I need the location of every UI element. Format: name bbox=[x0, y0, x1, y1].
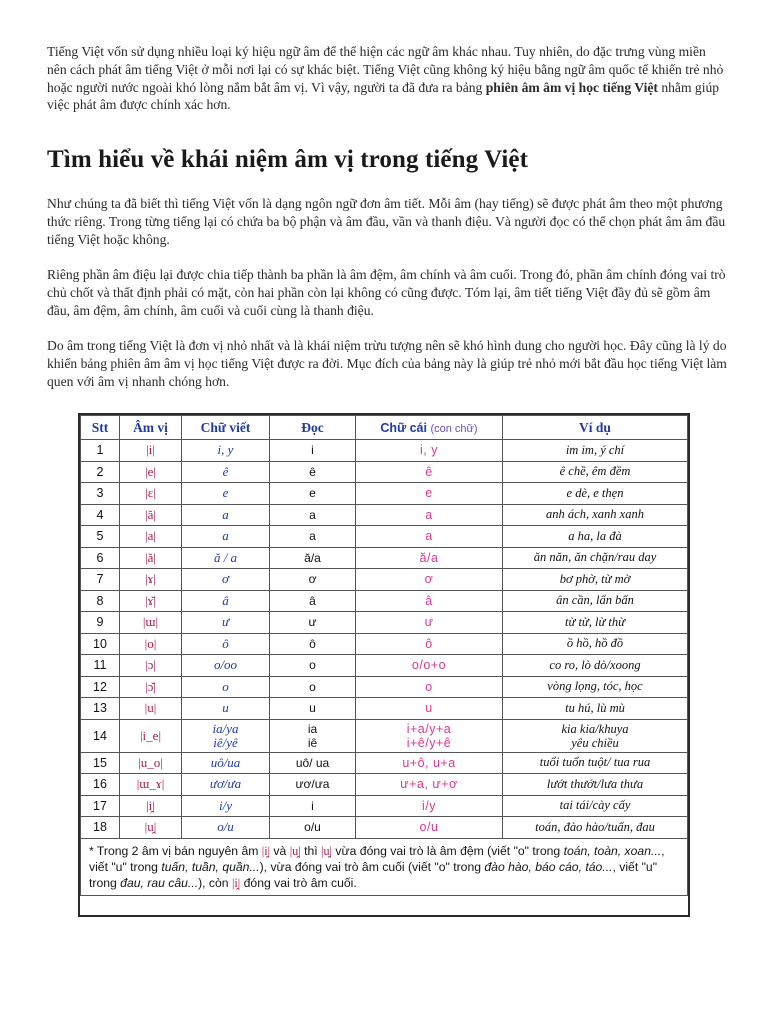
header-chu-cai-label: Chữ cái bbox=[380, 420, 427, 435]
cell-doc bbox=[270, 547, 356, 569]
cell-doc-text: o bbox=[309, 679, 316, 694]
cell-stt-text: 3 bbox=[96, 486, 104, 501]
cell-chu-viet-text: â bbox=[222, 592, 229, 608]
cell-chu-viet bbox=[182, 440, 270, 462]
cell-vi-du bbox=[503, 504, 688, 526]
cell-am-vi-text: |ɔ| bbox=[145, 657, 156, 673]
cell-chu-cai-text: i+a/y+a bbox=[406, 721, 452, 736]
cell-chu-viet-text: i/y bbox=[219, 797, 232, 813]
cell-stt-text: 10 bbox=[93, 636, 107, 651]
cell-stt-text: 13 bbox=[93, 701, 107, 716]
table-body bbox=[81, 440, 688, 839]
note-phoneme: |u̯| bbox=[321, 843, 332, 858]
cell-vi-du-text: từ từ, lừ thừ bbox=[565, 614, 625, 629]
cell-chu-viet-text: u bbox=[222, 700, 229, 716]
phoneme-table-figure bbox=[78, 413, 690, 917]
cell-chu-viet bbox=[182, 569, 270, 591]
cell-am-vi-text: |ɯ_ɤ| bbox=[136, 776, 165, 792]
table-row bbox=[81, 590, 688, 612]
cell-chu-cai bbox=[356, 526, 503, 548]
table-note-row bbox=[81, 838, 688, 896]
cell-doc-text: ă/a bbox=[304, 550, 321, 565]
cell-chu-viet-text: uô/ua bbox=[210, 754, 241, 770]
table-row bbox=[81, 633, 688, 655]
cell-chu-cai bbox=[356, 698, 503, 720]
cell-doc-text: o/u bbox=[304, 820, 321, 835]
note-example: đào hào, báo cáo, táo... bbox=[484, 859, 613, 874]
cell-stt-text: 15 bbox=[93, 755, 107, 770]
cell-vi-du-text: tu hú, lù mù bbox=[565, 700, 625, 715]
cell-stt bbox=[81, 752, 120, 774]
cell-doc-text: a bbox=[309, 507, 316, 522]
cell-doc-text: ê bbox=[309, 464, 316, 479]
cell-chu-viet-text: ư bbox=[221, 614, 230, 630]
cell-stt-text: 5 bbox=[96, 529, 104, 544]
table-row bbox=[81, 774, 688, 796]
phoneme-table bbox=[80, 415, 688, 896]
note-text: và bbox=[270, 843, 290, 858]
cell-stt bbox=[81, 547, 120, 569]
cell-chu-viet bbox=[182, 676, 270, 698]
cell-doc-text: e bbox=[309, 486, 316, 501]
cell-vi-du bbox=[503, 795, 688, 817]
cell-doc-text: i bbox=[311, 443, 314, 458]
cell-stt bbox=[81, 569, 120, 591]
intro-text-before: Tiếng Việt vốn sử dụng nhiều loại ký hiệu ngữ âm để thể hiện các ngữ âm khác nhau. Tuy nhiên, do đặc trưng vùng miền nên cách phát âm tiếng Việt ở mỗi nơi lại có sự khác biệt. Tiếng Việt cũng không ký hiệu bằng ngữ âm quốc tế khiến trẻ nhỏ hoặc người nước ngoài khó lòng nắm bắt âm vị. Vì vậy, người ta đã đưa ra bảng bbox=[47, 44, 724, 95]
cell-chu-cai bbox=[356, 590, 503, 612]
cell-vi-du bbox=[503, 461, 688, 483]
cell-vi-du-text: bơ phờ, từ mờ bbox=[559, 571, 631, 586]
cell-doc-text: ia bbox=[307, 721, 318, 736]
intro-bold-term: phiên âm âm vị học tiếng Việt bbox=[485, 79, 658, 95]
cell-am-vi bbox=[120, 817, 182, 839]
header-doc: Đọc bbox=[270, 416, 356, 440]
table-row bbox=[81, 612, 688, 634]
cell-chu-cai bbox=[356, 719, 503, 752]
cell-doc bbox=[270, 817, 356, 839]
cell-vi-du bbox=[503, 676, 688, 698]
table-row bbox=[81, 698, 688, 720]
cell-doc-text: u bbox=[309, 701, 316, 716]
cell-am-vi-text: |e| bbox=[145, 463, 156, 479]
cell-chu-cai-text: ă/a bbox=[419, 550, 439, 565]
cell-am-vi-text: |ɤ| bbox=[145, 571, 156, 587]
cell-am-vi bbox=[120, 461, 182, 483]
cell-stt-text: 18 bbox=[93, 820, 107, 835]
cell-vi-du-text: tai tái/cày cấy bbox=[559, 798, 631, 813]
cell-stt bbox=[81, 698, 120, 720]
cell-chu-cai-text: o/o+o bbox=[411, 658, 447, 673]
cell-chu-viet-text: ia/ya bbox=[212, 720, 239, 736]
cell-chu-viet bbox=[182, 719, 270, 752]
cell-chu-viet bbox=[182, 526, 270, 548]
header-vi-du: Ví dụ bbox=[503, 416, 688, 440]
cell-vi-du-text: ồ hồ, hồ đồ bbox=[566, 636, 624, 651]
cell-chu-cai bbox=[356, 612, 503, 634]
cell-stt bbox=[81, 817, 120, 839]
cell-am-vi-text: |ɔ̆| bbox=[145, 678, 156, 694]
cell-chu-viet bbox=[182, 752, 270, 774]
cell-chu-viet-text: ê bbox=[222, 463, 229, 479]
cell-chu-cai-text: i/y bbox=[422, 798, 436, 813]
cell-vi-du bbox=[503, 569, 688, 591]
cell-doc bbox=[270, 440, 356, 462]
cell-chu-cai bbox=[356, 483, 503, 505]
table-row bbox=[81, 547, 688, 569]
cell-vi-du-text: e dè, e thẹn bbox=[566, 485, 624, 500]
cell-doc bbox=[270, 612, 356, 634]
cell-am-vi-text: |i| bbox=[146, 442, 155, 458]
cell-am-vi-text: |u̯| bbox=[144, 819, 157, 835]
cell-chu-cai-text: a bbox=[425, 507, 433, 522]
cell-doc-text: i bbox=[311, 798, 314, 813]
cell-am-vi-text: |a| bbox=[145, 528, 156, 544]
cell-vi-du-text: tuổi tuổn tuột/ tua rua bbox=[539, 755, 651, 770]
cell-vi-du-text-2: yêu chiều bbox=[571, 735, 619, 750]
note-example: toán, toàn, xoan... bbox=[563, 843, 662, 858]
table-note-cell bbox=[81, 838, 688, 896]
table-row bbox=[81, 461, 688, 483]
cell-doc-text-2: iê bbox=[307, 735, 318, 750]
table-header-row bbox=[81, 416, 688, 440]
cell-chu-viet bbox=[182, 817, 270, 839]
cell-vi-du-text: kia kia/khuya bbox=[561, 721, 629, 736]
cell-chu-cai-text: u bbox=[425, 701, 433, 716]
cell-stt-text: 8 bbox=[96, 593, 104, 608]
cell-am-vi-text: |ă| bbox=[145, 506, 156, 522]
cell-vi-du-text: ê chề, êm đềm bbox=[559, 464, 631, 479]
cell-doc-text: ư bbox=[308, 615, 317, 630]
cell-doc-text: ô bbox=[309, 636, 316, 651]
cell-stt bbox=[81, 795, 120, 817]
cell-chu-viet bbox=[182, 698, 270, 720]
cell-chu-cai bbox=[356, 569, 503, 591]
cell-am-vi bbox=[120, 612, 182, 634]
cell-vi-du bbox=[503, 698, 688, 720]
cell-chu-cai-text: ê bbox=[425, 464, 433, 479]
cell-stt bbox=[81, 504, 120, 526]
cell-am-vi-text: |i̯| bbox=[146, 797, 155, 813]
paragraph-syllable: Như chúng ta đã biết thì tiếng Việt vốn là dạng ngôn ngữ đơn âm tiết. Mỗi âm (hay tiếng) sẽ được phát âm theo một phương thức riêng. Trong từng tiếng lại có chứa ba bộ phận và âm đầu, vần và thanh điệu. Và người đọc có thể chọn phát âm âm đầu tiếng Việt hoặc không. bbox=[47, 196, 726, 247]
header-am-vi: Âm vị bbox=[120, 416, 182, 440]
cell-stt bbox=[81, 590, 120, 612]
cell-chu-cai bbox=[356, 817, 503, 839]
intro-text-after: nhằm giúp việc phát âm được chính xác hơn. bbox=[47, 79, 720, 113]
cell-stt-text: 16 bbox=[93, 777, 107, 792]
cell-am-vi-text: |u_o| bbox=[138, 754, 163, 770]
note-text: đóng vai trò âm cuối. bbox=[240, 875, 357, 890]
cell-am-vi bbox=[120, 774, 182, 796]
note-text: thì bbox=[300, 843, 322, 858]
cell-vi-du bbox=[503, 752, 688, 774]
cell-am-vi bbox=[120, 719, 182, 752]
table-row bbox=[81, 483, 688, 505]
note-example: tuấn, tuần, quần... bbox=[161, 859, 260, 874]
cell-chu-cai-text: u+ô, u+a bbox=[402, 755, 456, 770]
cell-doc bbox=[270, 752, 356, 774]
header-stt: Stt bbox=[81, 416, 120, 440]
cell-stt bbox=[81, 719, 120, 752]
cell-am-vi-text: |i_e| bbox=[139, 727, 162, 743]
cell-vi-du-text: anh ách, xanh xanh bbox=[546, 507, 644, 522]
note-phoneme: |i̯| bbox=[261, 843, 271, 858]
cell-chu-viet bbox=[182, 483, 270, 505]
cell-doc bbox=[270, 526, 356, 548]
cell-stt-text: 2 bbox=[96, 464, 104, 479]
cell-chu-viet-text: ô bbox=[222, 635, 229, 651]
cell-stt bbox=[81, 633, 120, 655]
cell-chu-cai bbox=[356, 655, 503, 677]
note-phoneme: |i̯| bbox=[231, 875, 241, 890]
cell-vi-du bbox=[503, 633, 688, 655]
cell-vi-du-text: a ha, la đà bbox=[568, 528, 622, 543]
cell-chu-cai bbox=[356, 547, 503, 569]
note-text: ), vừa đóng vai trò âm cuối (viết "o" trong bbox=[259, 859, 485, 874]
cell-stt bbox=[81, 774, 120, 796]
table-row bbox=[81, 676, 688, 698]
cell-chu-cai-text: ư+a, ư+ơ bbox=[400, 777, 458, 792]
cell-am-vi bbox=[120, 676, 182, 698]
cell-am-vi-text: |ε| bbox=[145, 485, 156, 501]
cell-chu-viet-text: ă / a bbox=[213, 549, 238, 565]
cell-vi-du-text: vòng lọng, tóc, học bbox=[547, 679, 643, 694]
cell-doc-text: â bbox=[309, 593, 316, 608]
cell-stt-text: 17 bbox=[93, 798, 107, 813]
table-note bbox=[81, 839, 687, 896]
cell-doc-text: o bbox=[309, 658, 316, 673]
cell-chu-viet-text: o/u bbox=[217, 819, 234, 835]
cell-am-vi bbox=[120, 526, 182, 548]
header-chu-cai-note: (con chữ) bbox=[430, 422, 478, 435]
cell-chu-viet bbox=[182, 504, 270, 526]
cell-doc-text: ơ bbox=[308, 572, 317, 587]
table-row bbox=[81, 752, 688, 774]
cell-chu-viet-text: e bbox=[222, 485, 229, 501]
cell-doc bbox=[270, 633, 356, 655]
cell-vi-du-text: co ro, lò dò/xoong bbox=[549, 657, 641, 672]
cell-chu-cai bbox=[356, 440, 503, 462]
cell-chu-cai bbox=[356, 461, 503, 483]
cell-vi-du-text: toán, đào hào/tuấn, đau bbox=[535, 819, 655, 834]
cell-am-vi-text: |u| bbox=[144, 700, 157, 716]
cell-vi-du-text: im im, ý chí bbox=[565, 442, 625, 457]
cell-chu-viet-text: ươ/ưa bbox=[209, 776, 242, 792]
cell-chu-viet-text: a bbox=[222, 506, 229, 522]
cell-chu-cai bbox=[356, 795, 503, 817]
table-row bbox=[81, 719, 688, 752]
table-row bbox=[81, 795, 688, 817]
cell-vi-du bbox=[503, 774, 688, 796]
cell-stt-text: 11 bbox=[93, 658, 107, 673]
cell-chu-viet-text: i, y bbox=[217, 442, 234, 458]
cell-stt bbox=[81, 440, 120, 462]
cell-am-vi bbox=[120, 440, 182, 462]
table-row bbox=[81, 526, 688, 548]
cell-am-vi-text: |o| bbox=[144, 635, 157, 651]
cell-chu-viet-text-2: iê/yê bbox=[213, 734, 238, 750]
note-text: vừa đóng vai trò là âm đệm (viết "o" trong bbox=[332, 843, 564, 858]
cell-vi-du bbox=[503, 590, 688, 612]
cell-doc-text: a bbox=[309, 529, 316, 544]
cell-vi-du bbox=[503, 483, 688, 505]
cell-am-vi-text: |ɤ̆| bbox=[145, 592, 156, 608]
cell-stt-text: 12 bbox=[93, 679, 107, 694]
cell-doc bbox=[270, 719, 356, 752]
cell-stt bbox=[81, 461, 120, 483]
note-phoneme: |u̯| bbox=[289, 843, 301, 858]
cell-chu-viet bbox=[182, 655, 270, 677]
section-heading: Tìm hiểu về khái niệm âm vị trong tiếng Việt bbox=[47, 146, 529, 173]
table-row bbox=[81, 655, 688, 677]
cell-vi-du bbox=[503, 526, 688, 548]
cell-chu-viet bbox=[182, 612, 270, 634]
cell-doc-text: ươ/ưa bbox=[295, 777, 330, 792]
cell-am-vi-text: |ă| bbox=[145, 549, 156, 565]
cell-am-vi bbox=[120, 795, 182, 817]
cell-stt bbox=[81, 526, 120, 548]
cell-am-vi bbox=[120, 504, 182, 526]
paragraph-purpose: Do âm trong tiếng Việt là đơn vị nhỏ nhất và là khái niệm trừu tượng nên sẽ khó hình dung cho người học. Đây cũng là lý do khiến bảng phiên âm âm vị học tiếng Việt được ra đời. Mục đích của bảng này là giúp trẻ nhỏ mới bắt đầu học tiếng Việt làm quen với âm vị nhanh chóng hơn. bbox=[47, 338, 727, 389]
header-chu-viet: Chữ viết bbox=[182, 416, 270, 440]
cell-chu-viet bbox=[182, 547, 270, 569]
cell-chu-cai bbox=[356, 676, 503, 698]
cell-stt-text: 14 bbox=[93, 728, 107, 743]
cell-stt bbox=[81, 612, 120, 634]
cell-chu-cai-text: o/u bbox=[419, 820, 439, 835]
cell-chu-cai bbox=[356, 504, 503, 526]
cell-vi-du bbox=[503, 817, 688, 839]
cell-stt-text: 7 bbox=[96, 572, 104, 587]
table-row bbox=[81, 504, 688, 526]
cell-am-vi bbox=[120, 633, 182, 655]
cell-vi-du bbox=[503, 612, 688, 634]
cell-chu-cai-text: e bbox=[425, 486, 433, 501]
cell-chu-viet-text: o/oo bbox=[213, 657, 238, 673]
paragraph-rhyme: Riêng phần âm điệu lại được chia tiếp thành ba phần là âm đệm, âm chính và âm cuối. Trong đó, phần âm chính đóng vai trò chủ chốt và thất định phải có mặt, còn hai phần còn lại không có cũng được. Tóm lại, âm tiết tiếng Việt đầy đủ sẽ gồm âm đầu, âm đệm, âm chính, âm cuối và cuối cùng là thanh điệu. bbox=[47, 267, 726, 318]
cell-chu-cai bbox=[356, 633, 503, 655]
cell-chu-cai-text: i, y bbox=[420, 443, 438, 458]
cell-chu-cai-text-2: i+ê/y+ê bbox=[406, 735, 452, 750]
cell-stt-text: 6 bbox=[96, 550, 104, 565]
cell-doc bbox=[270, 504, 356, 526]
cell-doc bbox=[270, 676, 356, 698]
cell-stt-text: 9 bbox=[96, 615, 104, 630]
note-text: * Trong 2 âm vị bán nguyên âm bbox=[89, 843, 262, 858]
note-text: , viết "u" trong bbox=[89, 843, 665, 874]
cell-chu-viet bbox=[182, 590, 270, 612]
cell-am-vi bbox=[120, 655, 182, 677]
cell-doc bbox=[270, 569, 356, 591]
cell-vi-du-text: lướt thướt/lưa thưa bbox=[546, 776, 644, 791]
header-chu-cai bbox=[356, 416, 503, 440]
cell-vi-du bbox=[503, 719, 688, 752]
cell-am-vi bbox=[120, 569, 182, 591]
cell-vi-du-text: ăn năn, ăn chặn/rau day bbox=[533, 550, 657, 565]
cell-vi-du-text: ân cần, lấn bấn bbox=[556, 593, 634, 608]
cell-vi-du bbox=[503, 547, 688, 569]
cell-am-vi bbox=[120, 752, 182, 774]
cell-am-vi bbox=[120, 483, 182, 505]
cell-chu-cai bbox=[356, 752, 503, 774]
cell-doc bbox=[270, 655, 356, 677]
cell-chu-cai-text: ư bbox=[424, 615, 434, 630]
cell-chu-viet bbox=[182, 461, 270, 483]
table-row bbox=[81, 817, 688, 839]
cell-chu-cai-text: â bbox=[425, 593, 433, 608]
cell-doc bbox=[270, 774, 356, 796]
cell-chu-viet bbox=[182, 795, 270, 817]
cell-chu-cai-text: a bbox=[425, 529, 433, 544]
cell-chu-viet-text: o bbox=[222, 678, 229, 694]
cell-chu-cai-text: o bbox=[425, 679, 433, 694]
cell-stt-text: 1 bbox=[96, 443, 104, 458]
cell-chu-viet bbox=[182, 633, 270, 655]
intro-paragraph bbox=[47, 43, 727, 114]
cell-stt-text: 4 bbox=[96, 507, 104, 522]
cell-doc-text: uô/ ua bbox=[295, 755, 330, 770]
cell-doc bbox=[270, 698, 356, 720]
cell-chu-cai bbox=[356, 774, 503, 796]
table-row bbox=[81, 569, 688, 591]
cell-am-vi bbox=[120, 547, 182, 569]
cell-chu-viet-text: a bbox=[222, 528, 229, 544]
note-example: đau, rau câu... bbox=[120, 875, 199, 890]
note-text: ), còn bbox=[198, 875, 232, 890]
table-row bbox=[81, 440, 688, 462]
cell-doc bbox=[270, 795, 356, 817]
note-text: , viết "u" trong bbox=[89, 859, 658, 890]
cell-doc bbox=[270, 483, 356, 505]
cell-chu-viet bbox=[182, 774, 270, 796]
cell-am-vi bbox=[120, 590, 182, 612]
cell-stt bbox=[81, 655, 120, 677]
cell-doc bbox=[270, 461, 356, 483]
cell-chu-cai-text: ô bbox=[425, 636, 433, 651]
cell-stt bbox=[81, 676, 120, 698]
cell-doc bbox=[270, 590, 356, 612]
cell-vi-du bbox=[503, 440, 688, 462]
cell-am-vi-text: |ɯ| bbox=[142, 614, 159, 630]
cell-am-vi bbox=[120, 698, 182, 720]
cell-stt bbox=[81, 483, 120, 505]
cell-chu-cai-text: ơ bbox=[424, 572, 434, 587]
cell-chu-viet-text: ơ bbox=[222, 571, 229, 587]
cell-vi-du bbox=[503, 655, 688, 677]
